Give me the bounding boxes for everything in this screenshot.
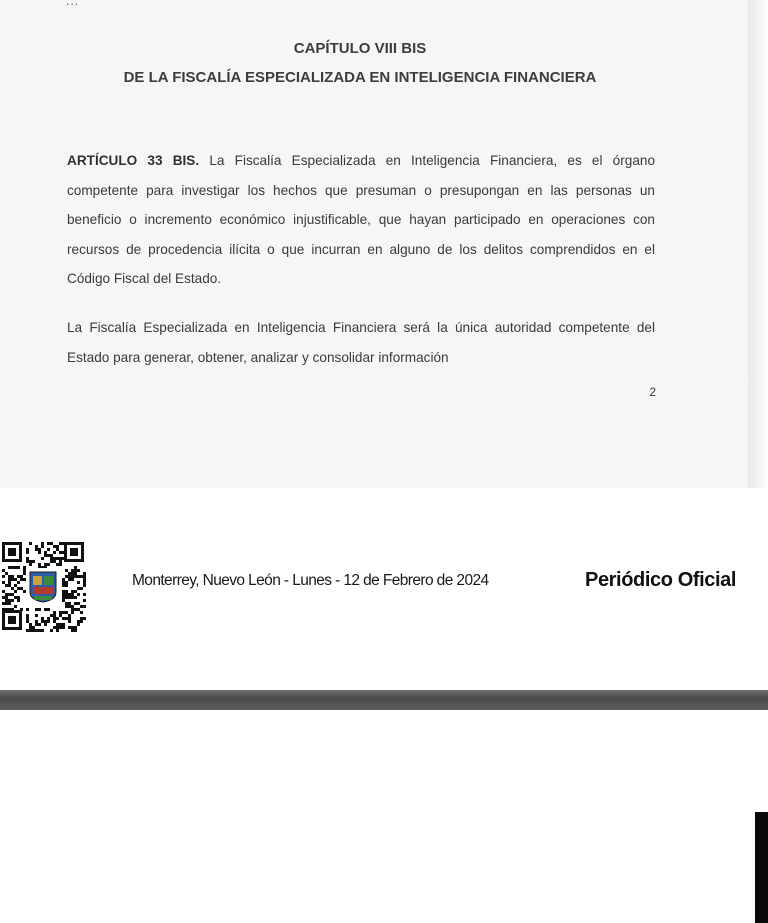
article-heading: ARTÍCULO 33 BIS. [67, 153, 200, 168]
article-paragraph [67, 146, 655, 294]
publication-dateline: Monterrey, Nuevo León - Lunes - 12 de Febrero de 2024 [132, 572, 489, 589]
page-edge-shadow [748, 0, 768, 488]
article-body: La Fiscalía Especializada en Inteligencia Financiera, es el órgano competente para investigar los hechos que presuman o presupongan en las personas un beneficio o incremento económico injustificable, que hayan participado en operaciones con recursos de procedencia ilícita o que incurran en alguno de los delitos comprendidos en el Código Fiscal del Estado. [67, 153, 656, 287]
ellipsis-mark: ... [66, 0, 80, 8]
publication-brand: Periódico Oficial [585, 569, 737, 591]
chapter-title: DE LA FISCALÍA ESPECIALIZADA EN INTELIGENCIA FINANCIERA [123, 69, 597, 86]
continuation-paragraph [67, 313, 655, 372]
paragraph-body: La Fiscalía Especializada en Inteligencia Financiera será la única autoridad competente del Estado para generar, obtener, analizar y consolidar información [67, 320, 655, 365]
page-divider-bar [0, 690, 768, 710]
page-number: 2 [649, 385, 656, 399]
page-footer [0, 488, 768, 692]
next-page-blank-area [0, 710, 768, 923]
chapter-number: CAPÍTULO VIII BIS [293, 40, 427, 57]
scan-edge-strip [755, 812, 768, 923]
qr-code-icon [0, 540, 86, 632]
